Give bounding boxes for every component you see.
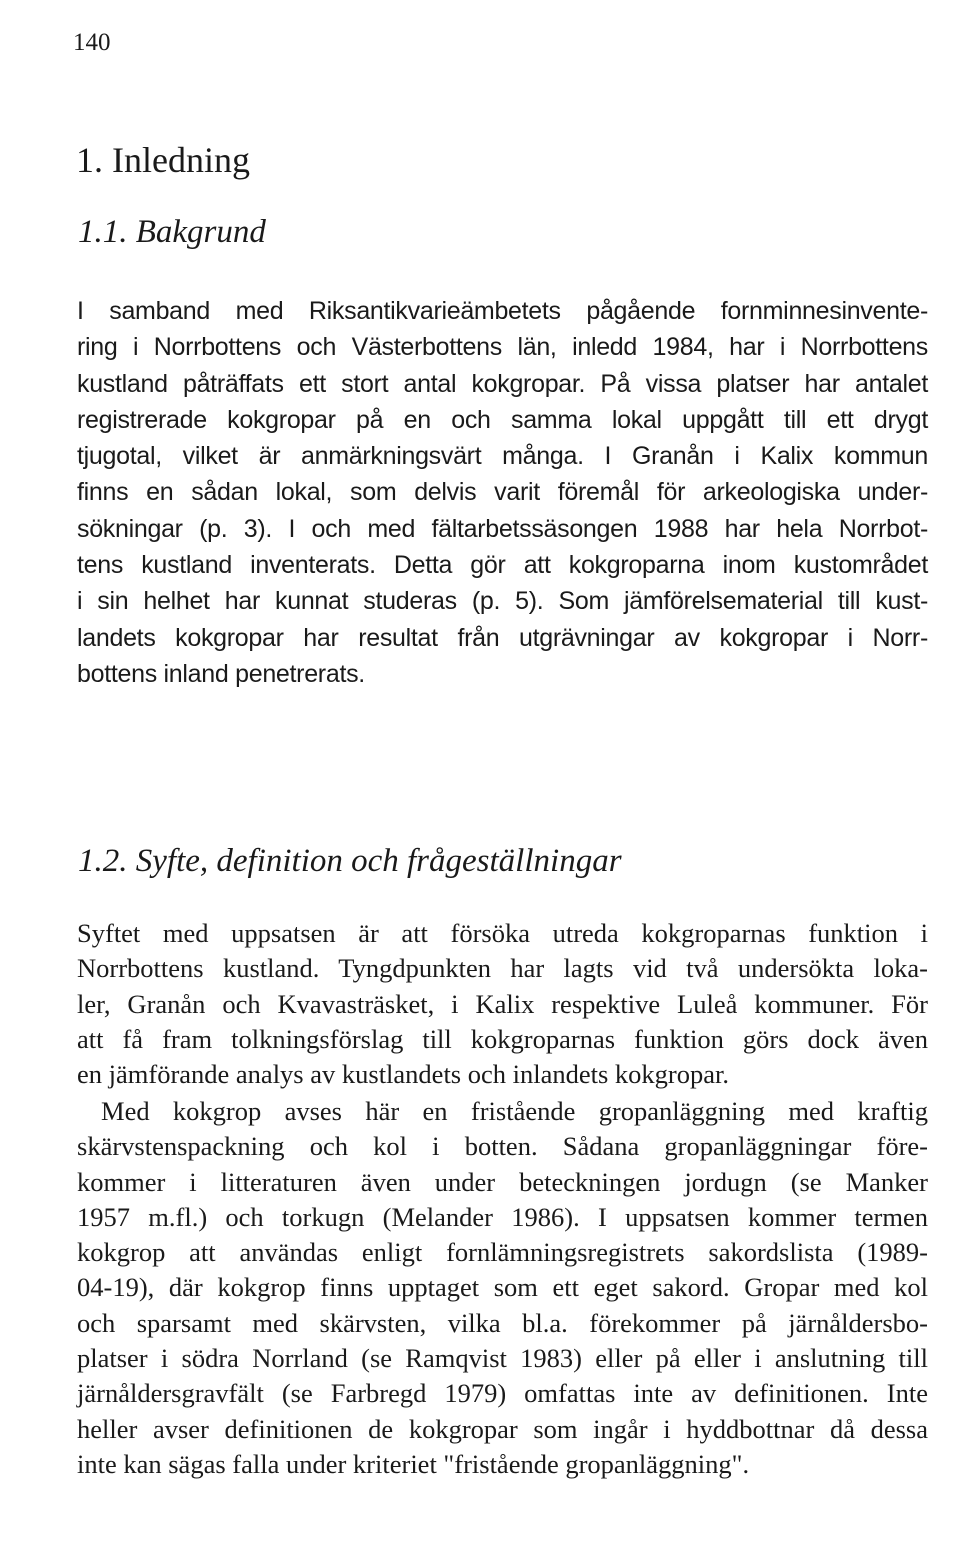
text-line: platser i södra Norrland (se Ramqvist 1983) eller på eller i anslutning till — [77, 1343, 928, 1374]
text-line: och sparsamt med skärvsten, vilka bl.a. förekommer på järnåldersbo- — [77, 1307, 928, 1338]
text-line: Norrbottens kustland. Tyngdpunkten har lagts vid två undersökta loka- — [77, 953, 928, 984]
text-line: att få fram tolkningsförslag till kokgroparnas funktion görs dock även — [77, 1023, 928, 1054]
paragraph-syfte — [77, 916, 928, 1092]
text-line: kustland påträffats ett stort antal kokgropar. På vissa platser har antalet — [77, 369, 928, 398]
text-line: finns en sådan lokal, som delvis varit föremål för arkeologiska under- — [77, 478, 928, 507]
text-line: 04-19), där kokgrop finns upptaget som ett eget sakord. Gropar med kol — [77, 1272, 928, 1303]
page-number: 140 — [73, 29, 111, 56]
section-heading-bakgrund: 1.1. Bakgrund — [78, 214, 266, 250]
text-line: i sin helhet har kunnat studeras (p. 5). Som jämförelsematerial till kust- — [77, 587, 928, 616]
section-heading-syfte: 1.2. Syfte, definition och frågeställningar — [78, 843, 622, 879]
text-line: Med kokgrop avses här en fristående gropanläggning med kraftig — [101, 1096, 928, 1126]
text-line: bottens inland penetrerats. — [77, 659, 365, 688]
text-line: kommer i litteraturen även under beteckningen jordugn (se Manker — [77, 1166, 928, 1197]
text-line: heller avser definitionen de kokgropar som ingår i hyddbottnar då dessa — [77, 1413, 928, 1444]
text-line: landets kokgropar har resultat från utgrävningar av kokgropar i Norr- — [77, 623, 928, 652]
chapter-heading: 1. Inledning — [76, 140, 250, 180]
text-line: en jämförande analys av kustlandets och inlandets kokgropar. — [77, 1059, 730, 1090]
text-line: sökningar (p. 3). I och med fältarbetssäsongen 1988 har hela Norrbot- — [77, 514, 928, 543]
text-line: järnåldersgravfält (se Farbregd 1979) omfattas inte av definitionen. Inte — [77, 1378, 928, 1409]
text-line: kokgrop att användas enligt fornlämningsregistrets sakordslista (1989- — [77, 1237, 928, 1268]
text-line: registrerade kokgropar på en och samma lokal uppgått till ett drygt — [77, 405, 928, 434]
text-line: tjugotal, vilket är anmärkningsvärt många. I Granån i Kalix kommun — [77, 442, 928, 471]
text-line: tens kustland inventerats. Detta gör att kokgroparna inom kustområdet — [77, 551, 928, 580]
text-line: Syftet med uppsatsen är att försöka utreda kokgroparnas funktion i — [77, 918, 928, 948]
text-line: I samband med Riksantikvarieämbetets pågående fornminnesinvente- — [77, 297, 928, 325]
text-line: skärvstenspackning och kol i botten. Sådana gropanläggningar före- — [77, 1131, 928, 1162]
text-line: ler, Granån och Kvavasträsket, i Kalix respektive Luleå kommuner. För — [77, 988, 928, 1019]
paragraph-bakgrund — [77, 293, 928, 692]
text-line: ring i Norrbottens och Västerbottens län, inledd 1984, har i Norrbottens — [77, 333, 928, 362]
text-line: 1957 m.fl.) och torkugn (Melander 1986). I uppsatsen kommer termen — [77, 1201, 928, 1232]
text-line: inte kan sägas falla under kriteriet "fristående gropanläggning". — [77, 1448, 750, 1479]
paragraph-definition — [77, 1094, 928, 1482]
